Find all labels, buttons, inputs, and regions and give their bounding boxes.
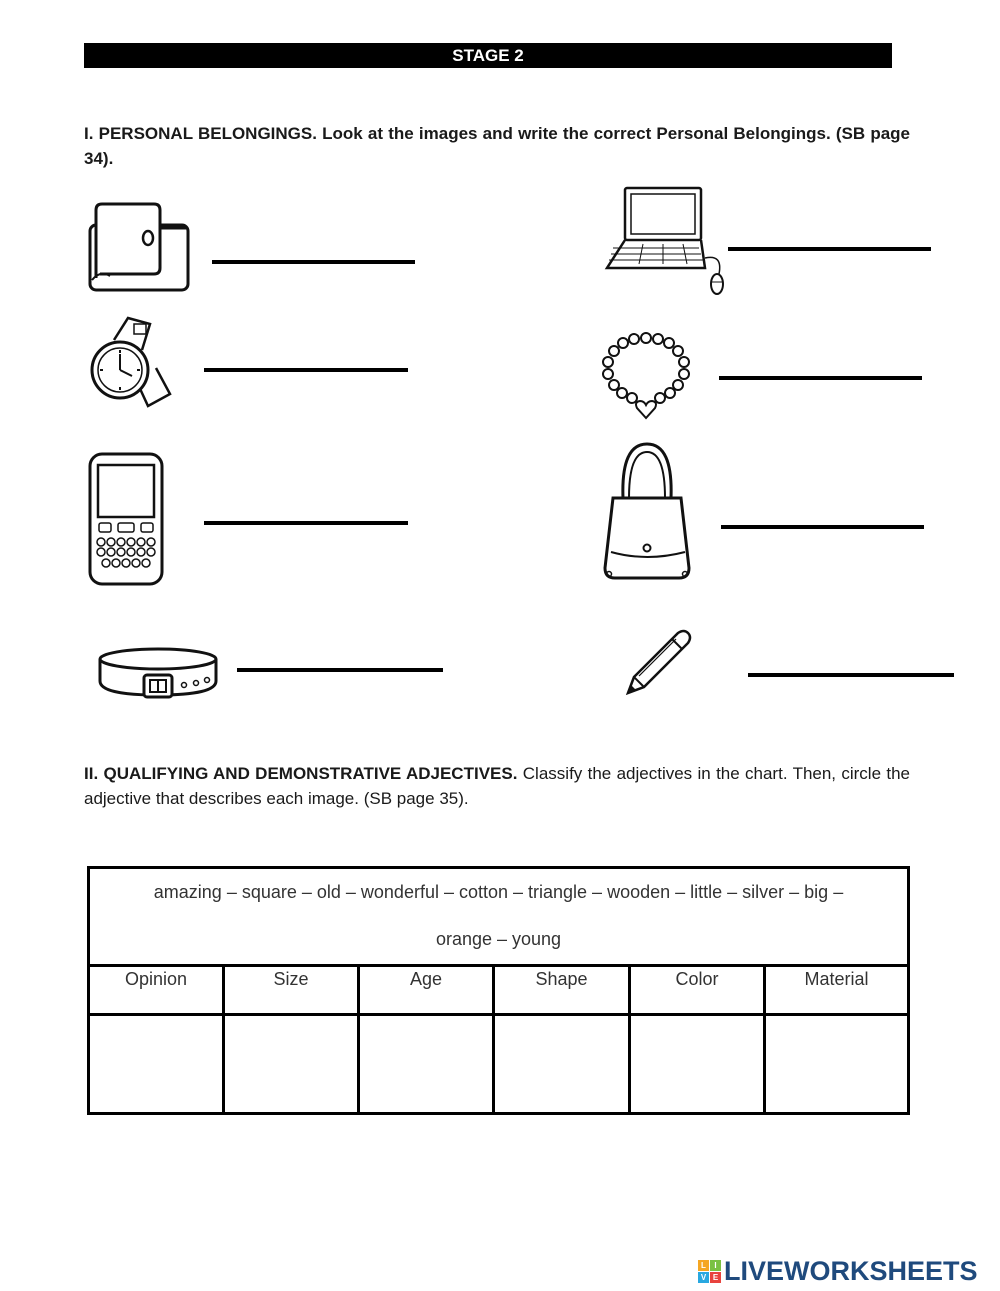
column-header-color: Color <box>631 967 766 1013</box>
wallet-icon <box>86 200 194 295</box>
pen-answer-line[interactable] <box>748 673 954 677</box>
answer-cell-material[interactable] <box>766 1016 907 1112</box>
section-1-title: I. PERSONAL BELONGINGS. Look at the images and write the correct Personal Belongings. (SB page 34). <box>84 124 910 168</box>
necklace-answer-line[interactable] <box>719 376 922 380</box>
answer-cell-age[interactable] <box>360 1016 495 1112</box>
pen-icon <box>622 627 694 699</box>
column-header-shape: Shape <box>495 967 631 1013</box>
column-header-age: Age <box>360 967 495 1013</box>
laptop-answer-line[interactable] <box>728 247 931 251</box>
liveworksheets-logo <box>698 1255 978 1287</box>
belt-icon <box>96 643 220 703</box>
chart-header-row <box>90 967 907 1016</box>
cell-phone-icon <box>87 451 165 587</box>
word-bank <box>90 869 907 967</box>
logo-square: L <box>698 1260 709 1271</box>
laptop-icon <box>603 184 733 299</box>
answer-cell-opinion[interactable] <box>90 1016 225 1112</box>
section-2-title <box>84 761 910 811</box>
logo-square: E <box>710 1272 721 1283</box>
word-bank-line-1: amazing – square – old – wonderful – cotton – triangle – wooden – little – silver – big – <box>153 882 844 902</box>
section-2-title-bold: II. QUALIFYING AND DEMONSTRATIVE ADJECTIVES. <box>84 764 518 783</box>
column-header-material: Material <box>804 969 869 989</box>
logo-text: LIVEWORKSHEETS <box>724 1255 978 1286</box>
word-bank-line-2: orange – young <box>435 929 562 949</box>
cell-phone-answer-line[interactable] <box>204 521 408 525</box>
column-header-size: Size <box>225 967 360 1013</box>
watch-icon <box>84 310 179 415</box>
chart-answer-row <box>90 1016 907 1112</box>
logo-square: V <box>698 1272 709 1283</box>
answer-cell-shape[interactable] <box>495 1016 631 1112</box>
handbag-answer-line[interactable] <box>721 525 924 529</box>
section-2-title-rest: Classify the adjectives in the chart. Then, circle the adjective that describes each image. (SB page 35). <box>84 764 910 808</box>
adjective-chart <box>87 866 910 1115</box>
watch-answer-line[interactable] <box>204 368 408 372</box>
logo-square: I <box>710 1260 721 1271</box>
answer-cell-size[interactable] <box>225 1016 360 1112</box>
logo-squares-icon <box>698 1260 721 1283</box>
stage-header: STAGE 2 <box>84 43 892 68</box>
handbag-icon <box>601 440 693 585</box>
belt-answer-line[interactable] <box>237 668 443 672</box>
wallet-answer-line[interactable] <box>212 260 415 264</box>
answer-cell-color[interactable] <box>631 1016 766 1112</box>
necklace-icon <box>600 330 692 422</box>
column-header-opinion: Opinion <box>90 967 225 1013</box>
